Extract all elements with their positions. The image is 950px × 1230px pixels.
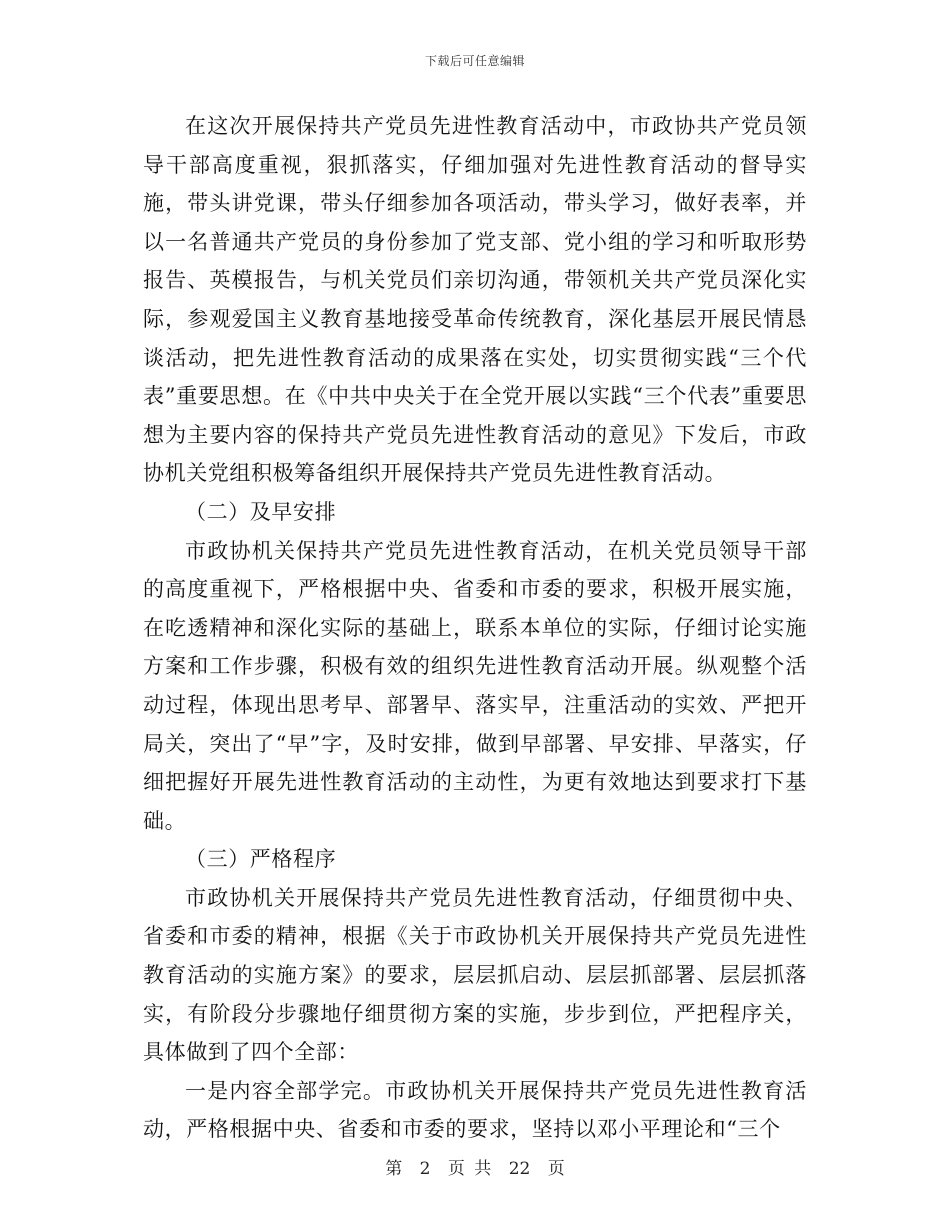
page-footer — [0, 1154, 950, 1179]
body-paragraph-2: 市政协机关保持共产党员先进性教育活动，在机关党员领导干部的高度重视下，严格根据中央、省委和市委的要求，积极开展实施，在吃透精神和深化实际的基础上，联系本单位的实际，仔细讨论实施方案和工作步骤，积极有效的组织先进性教育活动开展。纵观整个活动过程，体现出思考早、部署早、落实早，注重活动的实效、严把开局关，突出了“早”字，及时安排，做到早部署、早安排、早落实，仔细把握好开展先进性教育活动的主动性，为更有效地达到要求打下基础。 — [143, 538, 807, 833]
footer-suffix: 页 — [547, 1159, 565, 1179]
document-body — [143, 107, 807, 1149]
body-paragraph-1: 在这次开展保持共产党员先进性教育活动中，市政协共产党员领导干部高度重视，狠抓落实，仔细加强对先进性教育活动的督导实施，带头讲党课，带头仔细参加各项活动，带头学习，做好表率，并以一名普通共产党员的身份参加了党支部、党小组的学习和听取形势报告、英模报告，与机关党员们亲切沟通，带领机关共产党员深化实际，参观爱国主义教育基地接受革命传统教育，深化基层开展民情恳谈活动，把先进性教育活动的成果落在实处，切实贯彻实践“三个代表”重要思想。在《中共中央关于在全党开展以实践“三个代表”重要思想为主要内容的保持共产党员先进性教育活动的意见》下发后，市政协机关党组积极筹备组织开展保持共产党员先进性教育活动。 — [143, 114, 807, 486]
section-heading-3: （三）严格程序 — [185, 847, 337, 872]
body-paragraph-3: 市政协机关开展保持共产党员先进性教育活动，仔细贯彻中央、省委和市委的精神，根据《关于市政协机关开展保持共产党员先进性教育活动的实施方案》的要求，层层抓启动、层层抓部署、层层抓落实，有阶段分步骤地仔细贯彻方案的实施，步步到位，严把程序关，具体做到了四个全部： — [143, 885, 807, 1065]
footer-prefix: 第 — [385, 1159, 403, 1179]
footer-middle: 页 共 — [447, 1159, 492, 1179]
footer-current-page: 2 — [419, 1159, 431, 1179]
footer-total-pages: 22 — [508, 1159, 531, 1179]
body-paragraph-4: 一是内容全部学完。市政协机关开展保持共产党员先进性教育活动，严格根据中央、省委和市委的要求，坚持以邓小平理论和“三个 — [143, 1078, 807, 1142]
section-heading-2: （二）及早安排 — [185, 499, 337, 524]
page-header-note: 下载后可任意编辑 — [424, 54, 525, 68]
